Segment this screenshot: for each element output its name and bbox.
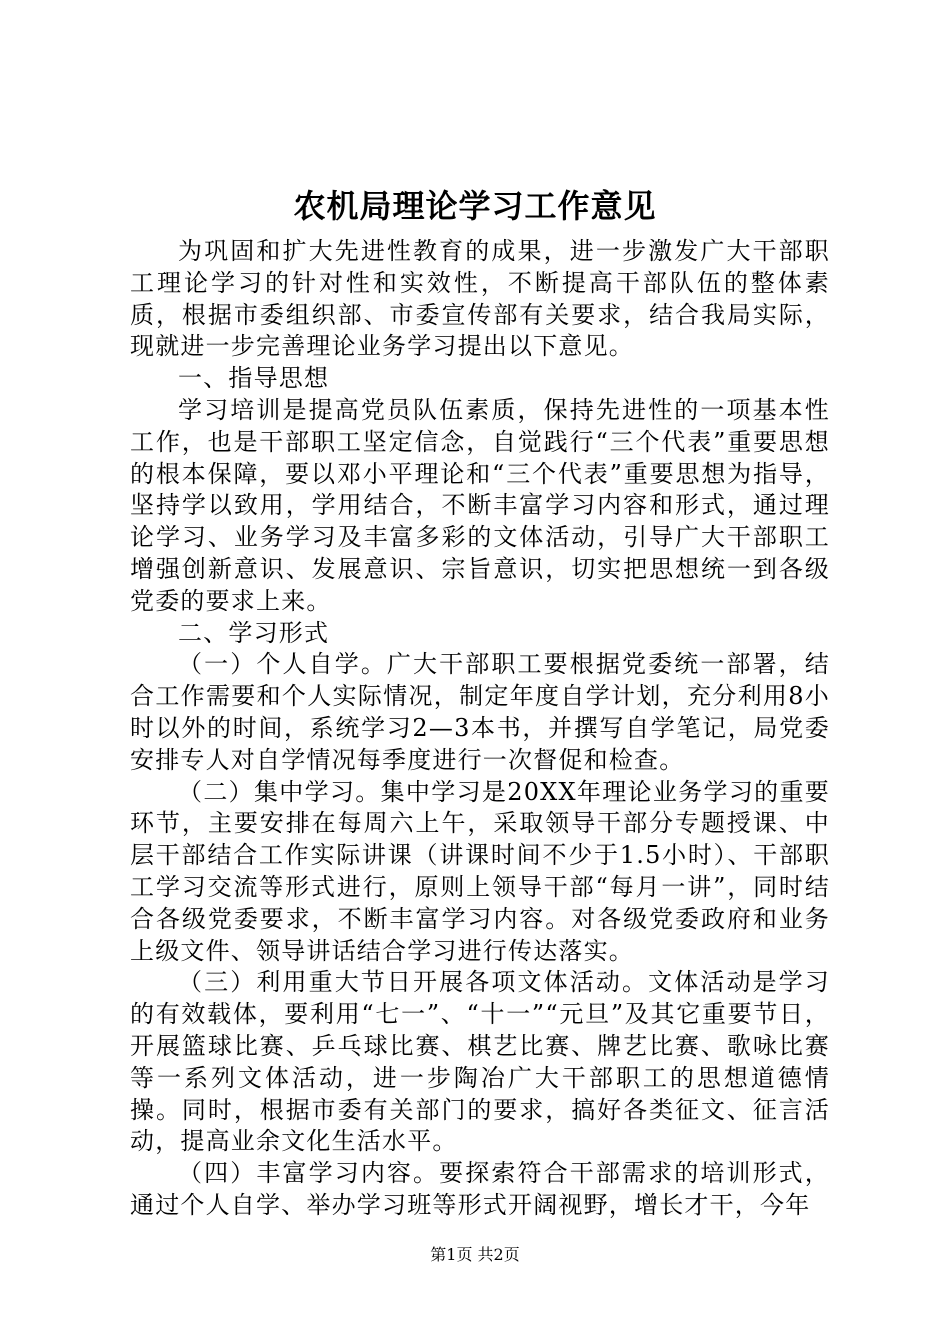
document-body: [130, 236, 830, 1222]
page-number-footer: 第1页 共2页: [430, 1245, 520, 1264]
guiding-ideology-paragraph: 学习培训是提高党员队伍素质，保持先进性的一项基本性工作，也是干部职工坚定信念，自觉践行“三个代表”重要思想的根本保障，要以邓小平理论和“三个代表”重要思想为指导，坚持学以致用，学用结合，不断丰富学习内容和形式，通过理论学习、业务学习及丰富多彩的文体活动，引导广大干部职工增强创新意识、发展意识、宗旨意识，切实把思想统一到各级党委的要求上来。: [130, 395, 830, 615]
enrich-content-paragraph: （四）丰富学习内容。要探索符合干部需求的培训形式，通过个人自学、举办学习班等形式开阔视野，增长才干，今年: [130, 1159, 830, 1219]
holiday-activities-paragraph: （三）利用重大节日开展各项文体活动。文体活动是学习的有效载体，要利用“七一”、“十一”“元旦”及其它重要节日，开展篮球比赛、乒乓球比赛、棋艺比赛、牌艺比赛、歌咏比赛等一系列文体活动，进一步陶冶广大干部职工的思想道德情操。同时，根据市委有关部门的要求，搞好各类征文、征言活动，提高业余文化生活水平。: [130, 968, 830, 1156]
intro-paragraph: 为巩固和扩大先进性教育的成果，进一步激发广大干部职工理论学习的针对性和实效性，不断提高干部队伍的整体素质，根据市委组织部、市委宣传部有关要求，结合我局实际，现就进一步完善理论业务学习提出以下意见。: [130, 237, 830, 361]
section-heading-study-forms: 二、学习形式: [178, 618, 330, 647]
centralized-study-paragraph: （二）集中学习。集中学习是20XX年理论业务学习的重要环节，主要安排在每周六上午，采取领导干部分专题授课、中层干部结合工作实际讲课（讲课时间不少于1.5小时）、干部职工学习交流等形式进行，原则上领导干部“每月一讲”，同时结合各级党委要求，不断丰富学习内容。对各级党委政府和业务上级文件、领导讲话结合学习进行传达落实。: [130, 777, 830, 965]
section-heading-guiding-ideology: 一、指导思想: [178, 364, 330, 393]
document-title: 农机局理论学习工作意见: [293, 187, 657, 225]
self-study-paragraph: （一）个人自学。广大干部职工要根据党委统一部署，结合工作需要和个人实际情况，制定年度自学计划，充分利用8小时以外的时间，系统学习2—3本书，并撰写自学笔记，局党委安排专人对自学情况每季度进行一次督促和检查。: [130, 650, 830, 774]
